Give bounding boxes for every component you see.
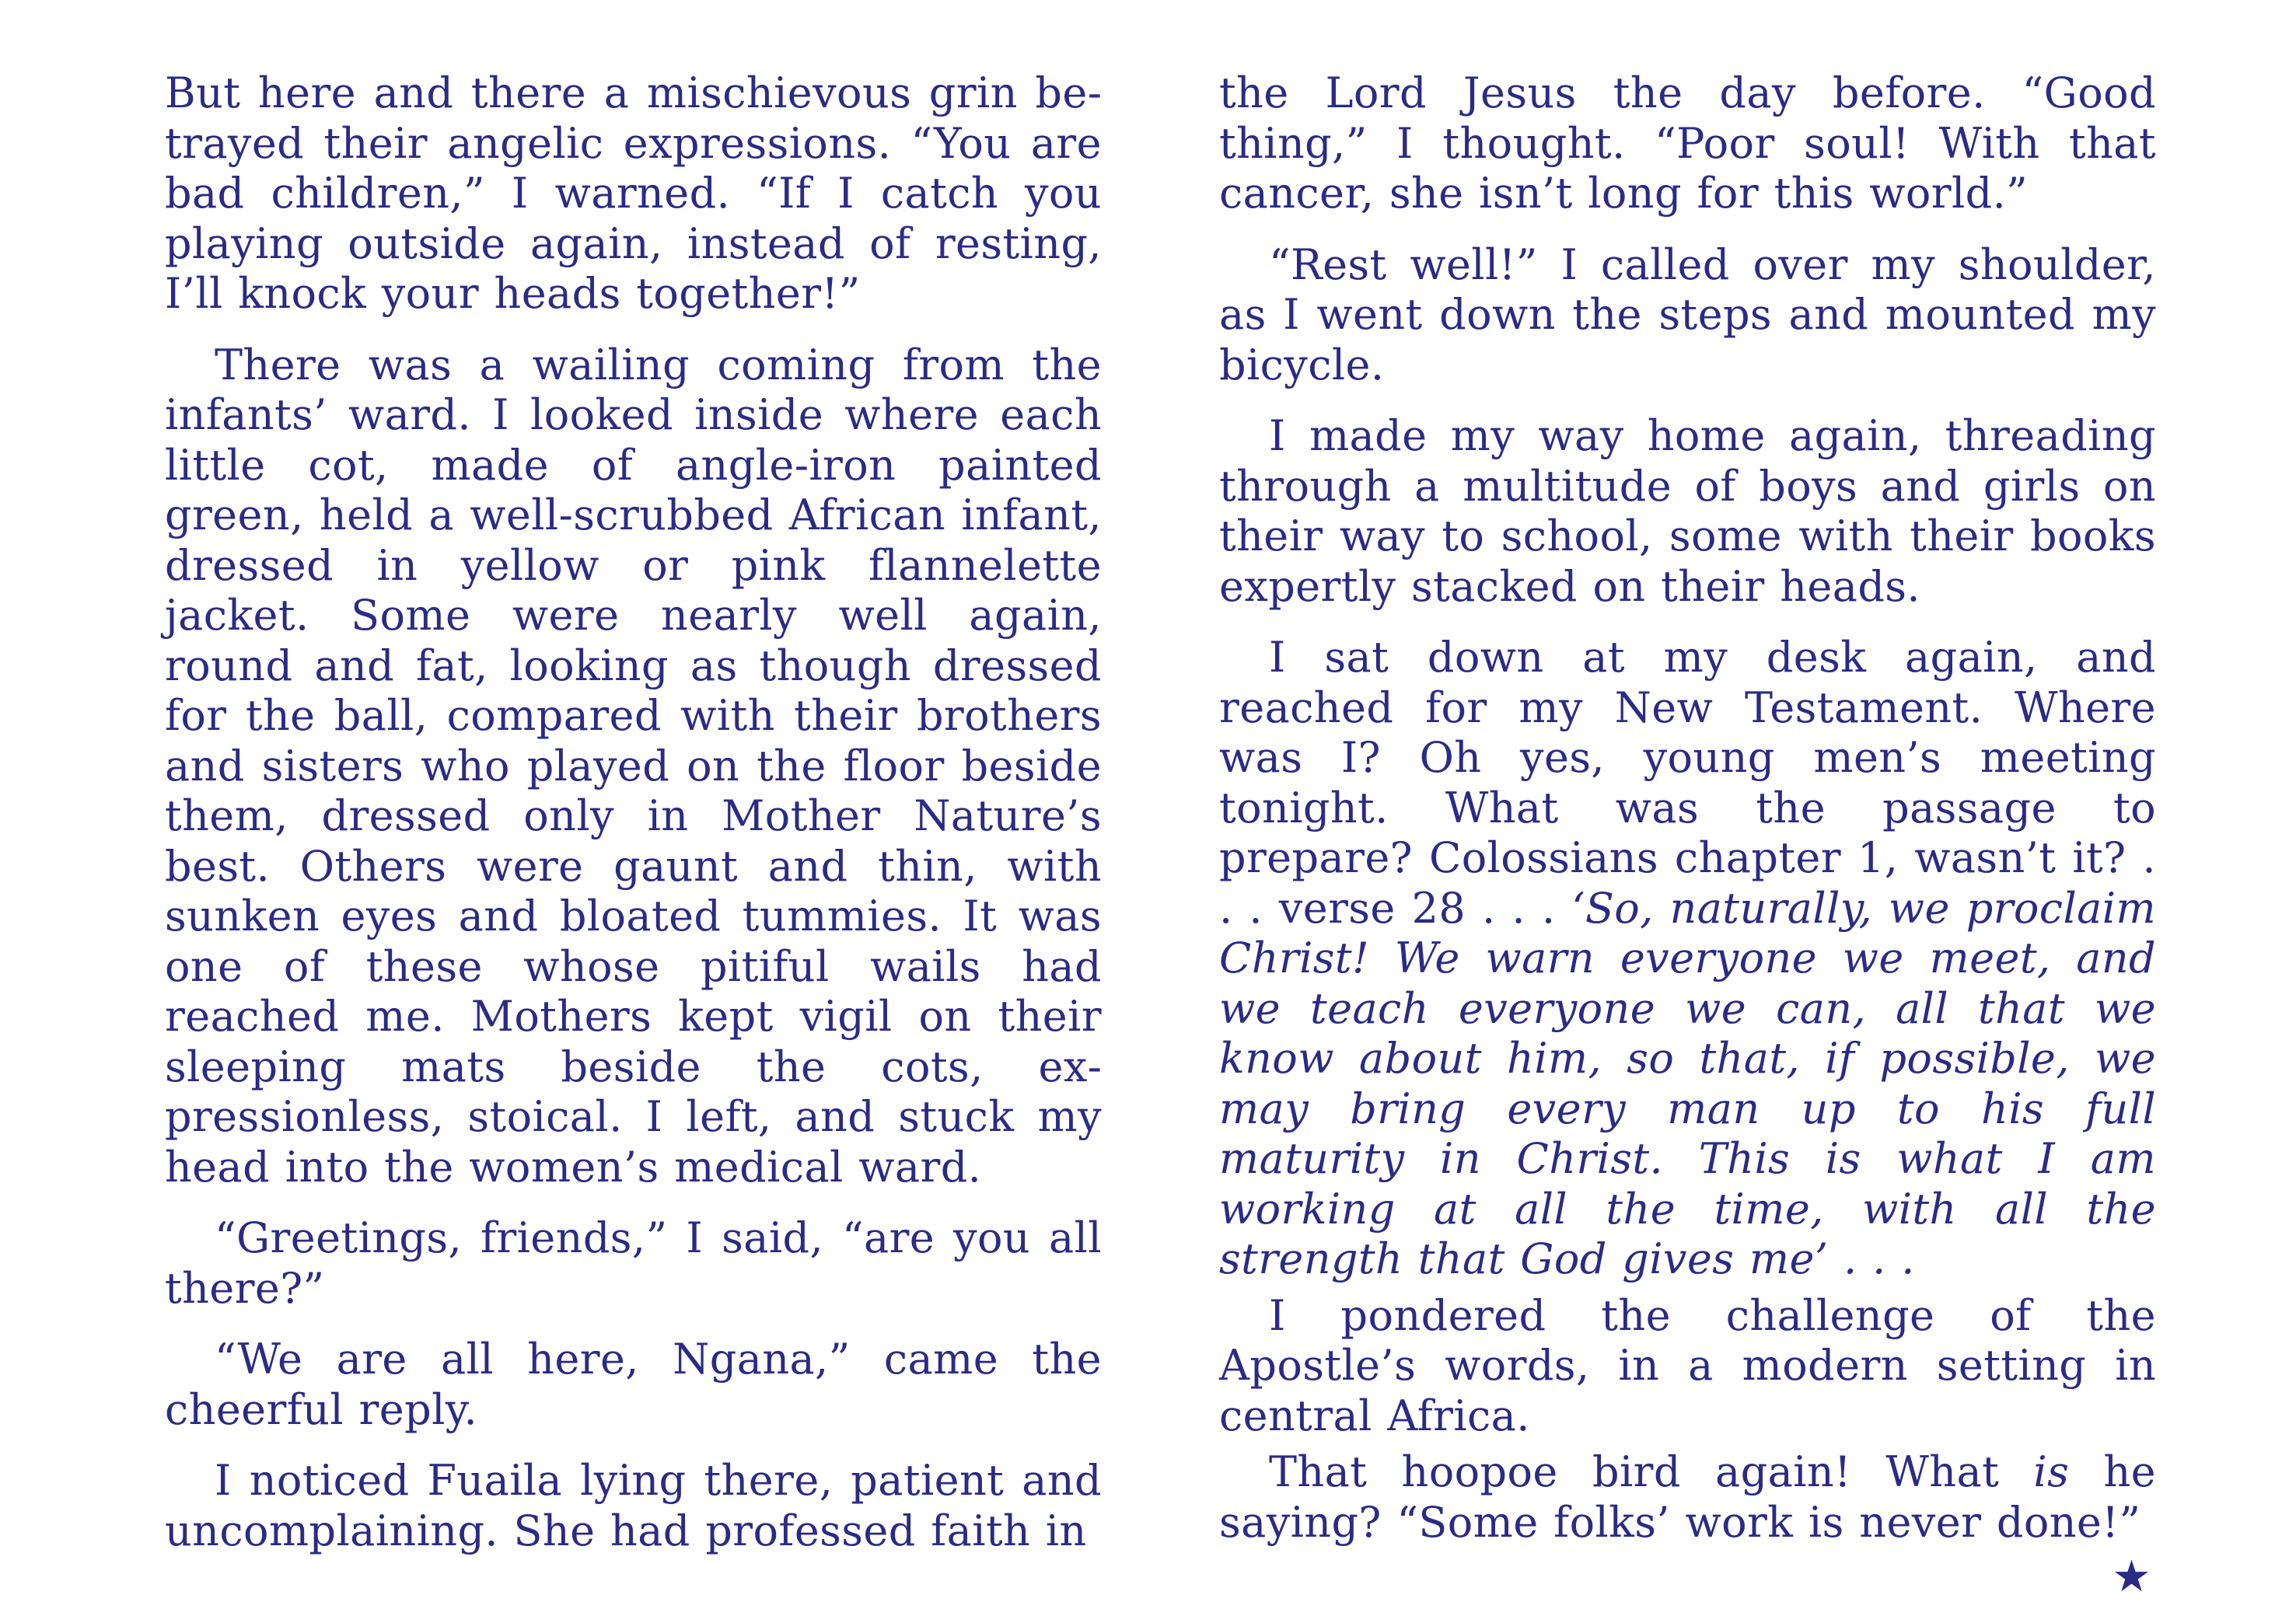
left-page-column [165, 68, 1102, 1577]
paragraph-new-testament [1219, 633, 2156, 1285]
hoopoe-text-a: That hoopoe bird again! What [1269, 1447, 2034, 1496]
paragraph-infants-ward: There was a wailing coming from the infants’ ward. I looked inside where each little cot, made of angle-iron painted green, held a well-scrubbed African infant, dressed in yellow or pink flannelette jacket. Some were nearly well again, round and fat, looking as though dressed for the ball, compared with their brothers and sisters who played on the floor beside them, dressed only in Mother Nature’s best. Others were gaunt and thin, with sunken eyes and bloated tummies. It was one of these whose pitiful wails had reached me. Mothers kept vigil on their sleeping mats beside the cots, expressionless, stoical. I left, and stuck my head into the women’s medical ward. [165, 340, 1102, 1192]
paragraph-we-are-all-here: “We are all here, Ngana,” came the cheerful reply. [165, 1335, 1102, 1434]
end-of-story-star-icon: ★ [2112, 1551, 2151, 1602]
paragraph-fuaila: I noticed Fuaila lying there, patient and uncomplaining. She had professed faith in [165, 1456, 1102, 1555]
colossians-quotation: ‘So, naturally, we proclaim Christ! We warn everyone we meet, and we teach everyone we can, all that we know about him, so that, if possible, we may bring every man up to his full maturity in Christ. This is what I am working at all the time, with all the strength that God gives me’ . . . [1219, 883, 2156, 1283]
hoopoe-text-b: he saying? “Some folks’ work is never done!” [1219, 1447, 2156, 1547]
right-page-column [1219, 68, 2156, 1600]
paragraph-greetings-friends: “Greetings, friends,” I said, “are you all there?” [165, 1213, 1102, 1313]
paragraph-way-home: I made my way home again, threading through a multitude of boys and girls on their way to school, some with their books expertly stacked on their heads. [1219, 411, 2156, 611]
paragraph-lord-jesus: the Lord Jesus the day before. “Good thing,” I thought. “Poor soul! With that cancer, she isn’t long for this world.” [1219, 68, 2156, 218]
paragraph-apostles-words: I pondered the challenge of the Apostle’s words, in a modern setting in central Africa. [1219, 1290, 2156, 1440]
paragraph-rest-well: “Rest well!” I called over my shoulder, as I went down the steps and mounted my bicycle. [1219, 239, 2156, 389]
colossians-lead-in: I sat down at my desk again, and reached for my New Testament. Where was I? Oh yes, young men’s meeting tonight. What was the passage to prepare? Colossians chapter 1, wasn’t it? . . . verse 28 . . . [1219, 633, 2156, 933]
paragraph-hoopoe-bird [1219, 1447, 2156, 1548]
hoopoe-emphasis: is [2033, 1447, 2070, 1496]
paragraph-mischievous-grin: But here and there a mischievous grin betrayed their angelic expressions. “You are bad children,” I warned. “If I catch you playing outside again, instead of resting, I’ll knock your heads together!” [165, 68, 1102, 318]
